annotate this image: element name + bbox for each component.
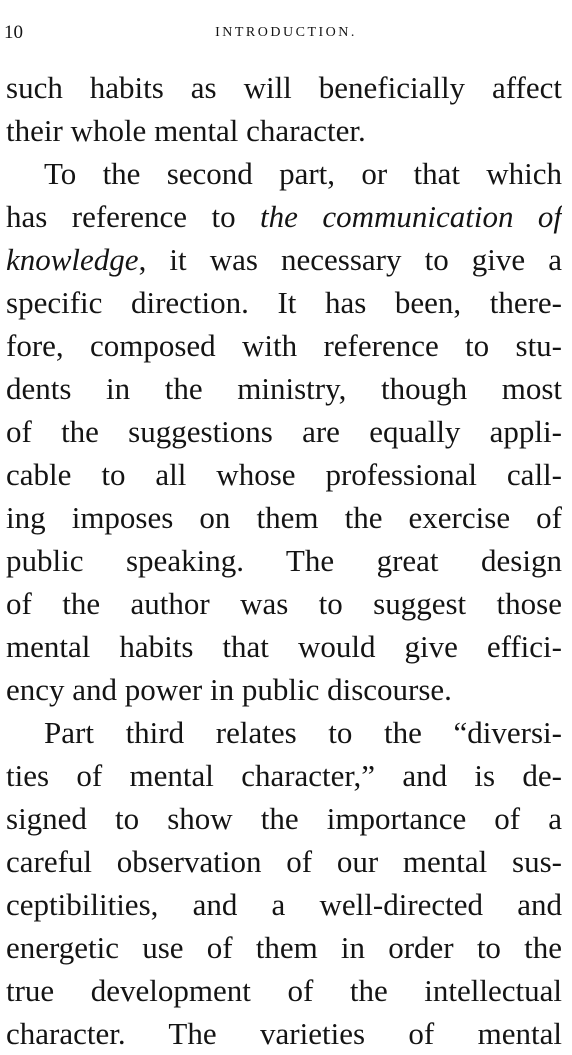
text-line: ing imposes on them the exercise of: [6, 500, 562, 535]
text-line: ceptibilities, and a well-directed and: [6, 887, 562, 922]
text-line: To the second part, or that which: [44, 156, 562, 191]
text-line: specific direction. It has been, there-: [6, 285, 562, 320]
text-line: careful observation of our mental sus-: [6, 844, 562, 879]
body-text: [6, 66, 562, 1055]
text-line: knowledge, it was necessary to give a: [6, 242, 562, 277]
text-line: Part third relates to the “diversi-: [44, 715, 562, 750]
emphasis-text: knowledge: [6, 242, 139, 277]
text-line: cable to all whose professional call-: [6, 457, 562, 492]
text-line: dents in the ministry, though most: [6, 371, 562, 406]
running-head: INTRODUCTION.: [215, 25, 357, 40]
text-line: such habits as will beneficially affect: [6, 70, 562, 105]
text-line: public speaking. The great design: [6, 543, 562, 578]
text-line: mental habits that would give effici-: [6, 629, 562, 664]
text-line: true development of the intellectual: [6, 973, 562, 1008]
text-line: their whole mental character.: [6, 113, 366, 148]
text-line: signed to show the importance of a: [6, 801, 562, 836]
text-line: ency and power in public discourse.: [6, 672, 452, 707]
page-number: 10: [4, 22, 23, 43]
text-line: ties of mental character,” and is de-: [6, 758, 562, 793]
emphasis-text: the communication of: [260, 199, 562, 234]
text-line: of the suggestions are equally appli-: [6, 414, 562, 449]
text-line: character. The varieties of mental: [6, 1016, 562, 1051]
text-line: energetic use of them in order to the: [6, 930, 562, 965]
page-header: [0, 8, 572, 48]
text-line: of the author was to suggest those: [6, 586, 562, 621]
text-line: fore, composed with reference to stu-: [6, 328, 562, 363]
text-line: has reference to the communication of: [6, 199, 562, 234]
